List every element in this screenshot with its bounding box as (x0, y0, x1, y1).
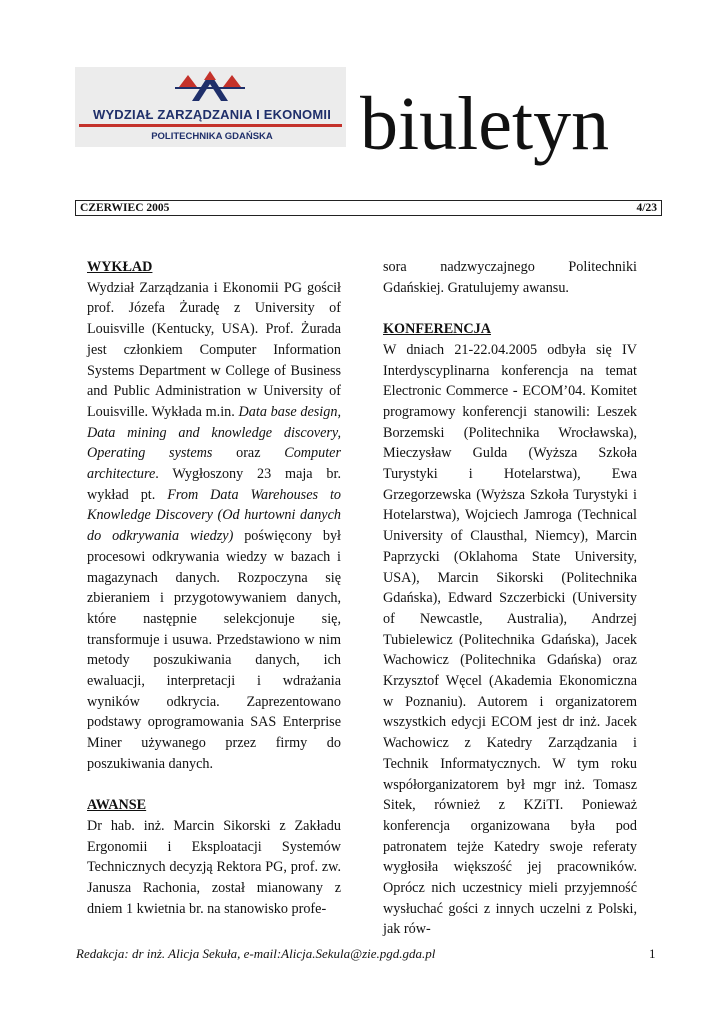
right-column (383, 257, 637, 940)
issue-bar (75, 200, 662, 216)
lecture-text-4: poświęcony był procesowi odkrywania wiedzy w bazach i magazynach danych. Rozpoczyna się zbieraniem i przygotowywaniem danych, które następnie selekcjonuje się, transformuje i usuwa. Przedstawiono w nim metody poszukiwania danych, ich ewaluacji, interpretacji i wdrażania wyników odkrycia. Zaprezentowano podstawy oprogramowania SAS Enterprise Miner używanego przez firmy do poszukiwania danych. (87, 528, 342, 772)
issue-number: 4/23 (636, 202, 657, 214)
promotion-paragraph-continued: sora nadzwyczajnego Politechniki Gdańskiej. Gratulujemy awansu. (383, 259, 637, 296)
logo-emblem-icon (75, 67, 346, 107)
lecture-text-2: oraz (212, 445, 285, 462)
lecture-paragraph (87, 278, 341, 775)
page-number: 1 (649, 946, 656, 961)
logo-university-name: POLITECHNIKA GDAŃSKA (151, 131, 273, 142)
section-spacer (87, 775, 341, 796)
section-title-konferencja: KONFERENCJA (383, 321, 491, 338)
left-column (87, 257, 341, 919)
section-title-awanse: AWANSE (87, 797, 147, 814)
lecture-title: From Data Warehouses to Knowledge Discovery (Od hurtowni danych do odkrywania wiedzy) (87, 486, 341, 545)
footer-editor: Redakcja: dr inż. Alicja Sekuła, e-mail:Alicja.Sekula@zie.pgd.gda.pl (76, 946, 436, 961)
section-title-wyklad: WYKŁAD (87, 259, 153, 275)
lecture-courses: Data base design, Data mining and knowledge discovery, Operating systems (87, 403, 341, 462)
issue-date: CZERWIEC 2005 (80, 202, 170, 214)
logo-faculty-name: WYDZIAŁ ZARZĄDZANIA I EKONOMII (92, 107, 332, 122)
lecture-text-3: . Wygłoszony 23 maja br. wykład pt. (87, 466, 341, 503)
promotion-paragraph: Dr hab. inż. Marcin Sikorski z Zakładu Ergonomii i Eksploatacji Systemów Technicznych decyzją Rektora PG, prof. zw. Janusza Rachonia, został mianowany z dniem 1 kwietnia br. na stanowisko profe- (87, 817, 341, 917)
masthead-title: biuletyn (360, 82, 610, 166)
lecture-text-1: Wydział Zarządzania i Ekonomii PG gościł prof. Józefa Żuradę z University of Louisville (Kentucky, USA). Prof. Żurada jest członkiem Computer Information Systems Department w College of Business and Public Administration w University of Louisville. Wykłada m.in. (87, 279, 341, 420)
conference-paragraph: W dniach 21-22.04.2005 odbyła się IV Interdyscyplinarna konferencja na temat Electronic Commerce - ECOM’04. Komitet programowy konferencji stanowili: Leszek Borzemski (Politechnika Wrocławska), Mieczysław Gulda (Wyższa Szkoła Turystyki i Hotelarstwa), Ewa Grzegorzewska (Wyższa Szkoła Turystyki i Hotelarstwa), Wojciech Jamroga (Technical University of Clausthal, Niemcy), Marcin Paprzycki (Oklahoma State University, USA), Marcin Sikorski (Politechnika Gdańska), Edward Szczerbicki (University of Newcastle, Australia), Andrzej Tubielewicz (Politechnika Gdańska), Jacek Wachowicz (Politechnika Gdańska) oraz Krzysztof Węcel (Akademia Ekonomiczna w Poznaniu). Autorem i organizatorem wszystkich edycji ECOM jest dr inż. Jacek Wachowicz z Katedry Zarządzania i Technik Informatycznych. W tym roku współorganizatorem był mgr inż. Tomasz Sitek, również z KZiTI. Ponieważ konferencja organizowana była pod patronatem tejże Katedry swoje referaty wygłosiła większość jej pracowników. Oprócz nich uczestnicy mieli przyjemność wysłuchać gości z innych uczelni z Polski, jak rów- (383, 341, 637, 938)
section-spacer (383, 298, 637, 319)
logo-divider (79, 124, 342, 127)
lecture-course-arch: Computer architecture (87, 445, 341, 483)
faculty-logo (75, 67, 346, 147)
